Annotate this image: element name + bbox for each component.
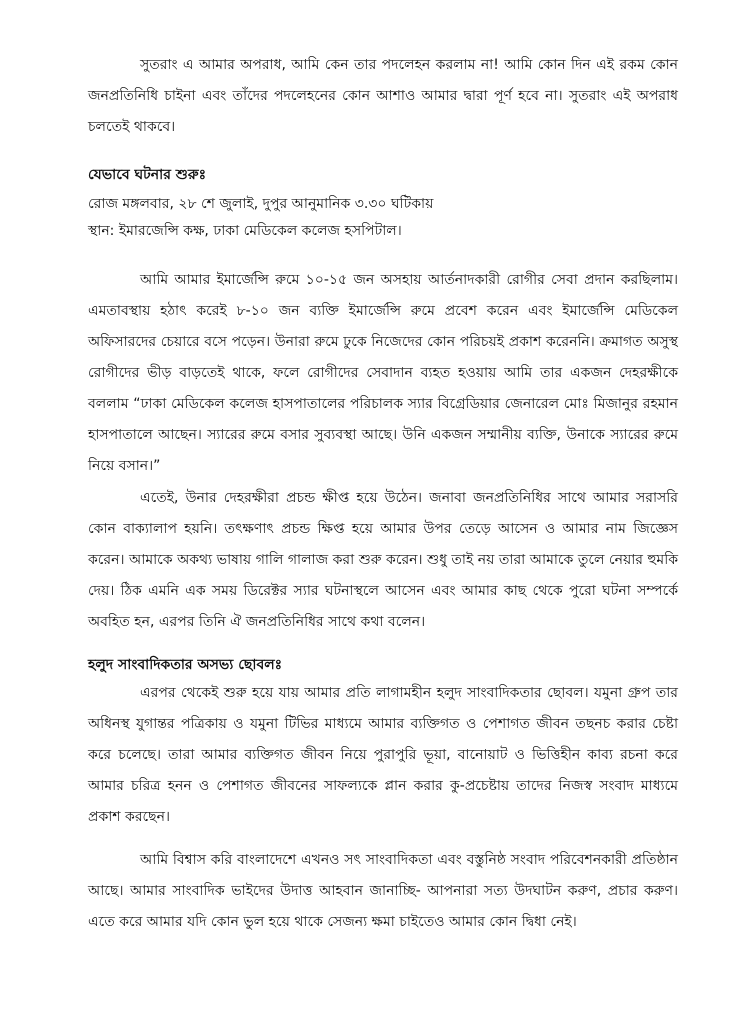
paragraph-bodyguards [88,483,678,638]
paragraph-apology [88,50,678,143]
paragraph-text: এতেই, উনার দেহরক্ষীরা প্রচন্ড ক্ষীপ্ত হয়ে উঠেন। জনাবা জনপ্রতিনিধির সাথে আমার সরাসরি কোন বাক্যালাপ হয়নি। তৎক্ষণাৎ প্রচন্ড ক্ষিপ্ত হয়ে আমার উপর তেড়ে আসেন ও আমার নাম জিজ্ঞেস করেন। আমাকে অকথ্য ভাষায় গালি গালাজ করা শুরু করেন। শুধু তাই নয় তারা আমাকে তুলে নেয়ার হুমকি দেয়। ঠিক এমনি এক সময় ডিরেক্টর স্যার ঘটনাস্থলে আসেন এবং আমার কাছ থেকে পুরো ঘটনা সম্পর্কে অবহিত হন, এরপর তিনি ঐ জনপ্রতিনিধির সাথে কথা বলেন। [88,490,678,630]
paragraph-text: এরপর থেকেই শুরু হয়ে যায় আমার প্রতি লাগামহীন হলুদ সাংবাদিকতার ছোবল। যমুনা গ্রুপ তার অধিনস্থ যুগান্তর পত্রিকায় ও যমুনা টিভির মাধ্যমে আমার ব্যক্তিগত ও পেশাগত জীবন তছনচ করার চেষ্টা করে চলেছে। তারা আমার ব্যক্তিগত জীবন নিয়ে পুরাপুরি ভূয়া, বানোয়াট ও ভিত্তিহীন কাব্য রচনা করে আমার চরিত্র হনন ও পেশাগত জীবনের সাফল্যকে প্লান করার কু-প্রচেষ্টায় তাদের নিজস্ব সংবাদ মাধ্যমে প্রকাশ করছেন। [88,685,678,825]
incident-date-line: রোজ মঙ্গলবার, ২৮ শে জুলাই, দুপুর আনুমানিক ৩.৩০ ঘটিকায় [88,196,434,212]
section-heading-incident-start: যেভাবে ঘটনার শুরুঃ [88,167,207,183]
paragraph-text: আমি বিশ্বাস করি বাংলাদেশে এখনও সৎ সাংবাদিকতা এবং বস্তুনিষ্ঠ সংবাদ পরিবেশনকারী প্রতিষ্ঠান আছে। আমার সাংবাদিক ভাইদের উদাত্ত আহবান জানাচ্ছি- আপনারা সত্য উদঘাটন করুণ, প্রচার করুণ। এতে করে আমার যদি কোন ভুল হয়ে থাকে সেজন্য ক্ষমা চাইতেও আমার কোন দ্বিধা নেই। [88,852,678,930]
paragraph-text: সুতরাং এ আমার অপরাধ, আমি কেন তার পদলেহন করলাম না! আমি কোন দিন এই রকম কোন জনপ্রতিনিধি চাইনা এবং তাঁদের পদলেহনের কোন আশাও আমার দ্বারা পূর্ণ হবে না। সুতরাং এই অপরাধ চলতেই থাকবে। [88,57,678,135]
incident-place-line: স্থান: ইমারজেন্সি কক্ষ, ঢাকা মেডিকেল কলেজ হসপিটাল। [88,223,402,239]
paragraph-appeal-journalists [88,845,678,938]
paragraph-emergency-room [88,265,678,482]
paragraph-jamuna-group [88,678,678,833]
paragraph-text: আমি আমার ইমার্জেন্সি রুমে ১০-১৫ জন অসহায় আর্তনাদকারী রোগীর সেবা প্রদান করছিলাম। এমতাবস্থায় হঠাৎ করেই ৮-১০ জন ব্যক্তি ইমার্জেন্সি রুমে প্রবেশ করেন এবং ইমার্জেন্সি মেডিকেল অফিসারদের চেয়ারে বসে পড়েন। উনারা রুমে ঢুকে নিজেদের কোন পরিচয়ই প্রকাশ করেননি। ক্রমাগত অসুস্থ রোগীদের ভীড় বাড়তেই থাকে, ফলে রোগীদের সেবাদান ব্যহত হওয়ায় আমি তার একজন দেহরক্ষীকে বললাম “ঢাকা মেডিকেল কলেজ হাসপাতালের পরিচালক স্যার বিগ্রেডিয়ার জেনারেল মোঃ মিজানুর রহমান হাসপাতালে আছেন। স্যারের রুমে বসার সুব্যবস্থা আছে। উনি একজন সম্মানীয় ব্যক্তি, উনাকে স্যারের রুমে নিয়ে বসান।” [88,272,678,474]
section-heading-yellow-journalism: হলুদ সাংবাদিকতার অসভ্য ছোবলঃ [88,657,283,673]
